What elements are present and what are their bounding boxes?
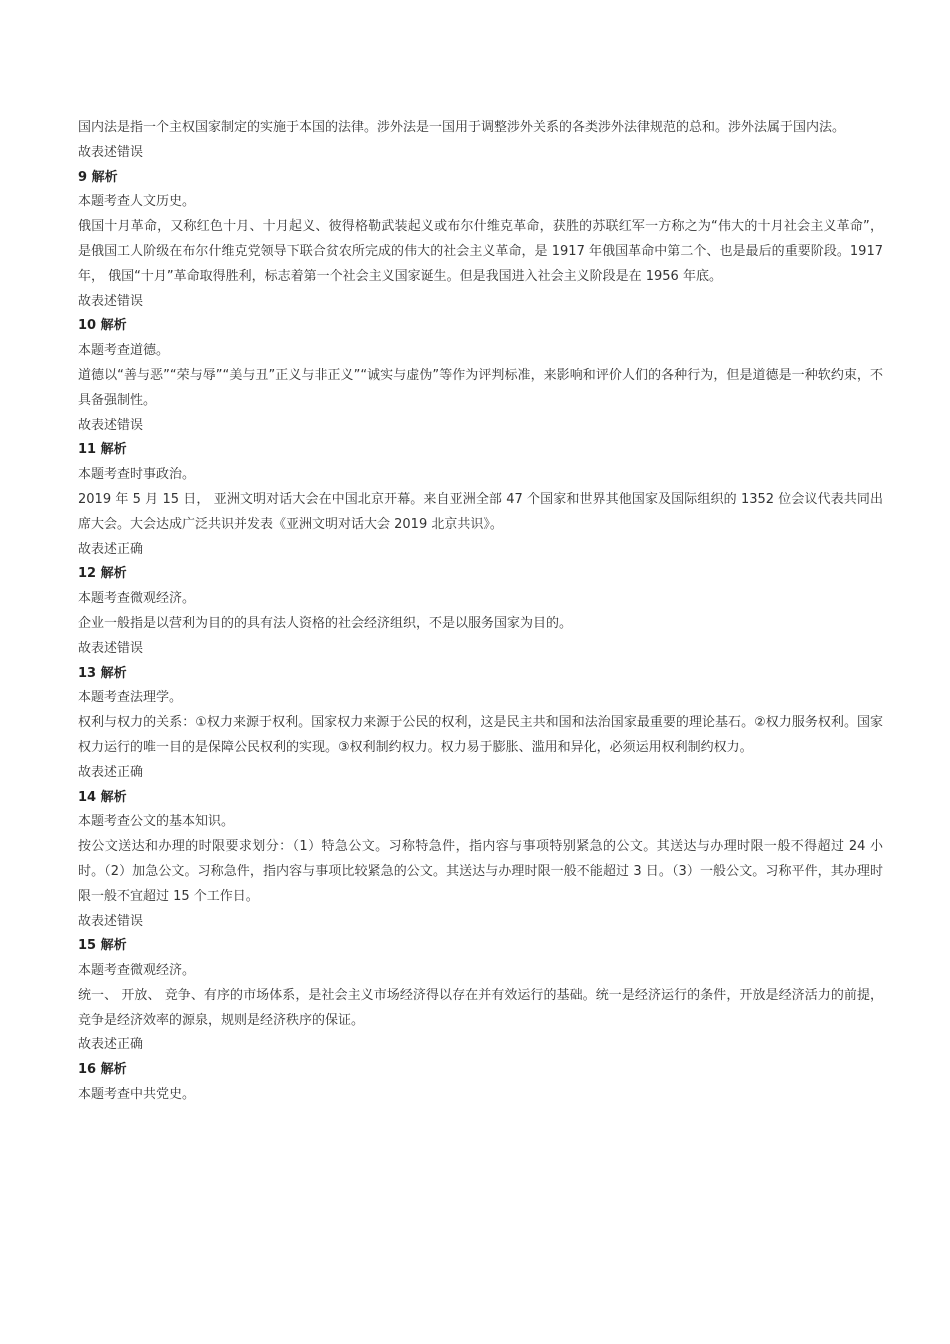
section-11-heading: 11 解析 xyxy=(78,442,127,458)
section-16-heading: 16 解析 xyxy=(78,1062,127,1078)
document-page xyxy=(78,116,883,1108)
section-10-heading: 10 解析 xyxy=(78,318,127,334)
section-12-body: 企业一般指是以营利为目的的具有法人资格的社会经济组织，不是以服务国家为目的。 xyxy=(78,615,573,631)
section-13-body: 权利与权力的关系：①权力来源于权利。国家权力来源于公民的权利，这是民主共和国和法治国家最重要的理论基石。②权力服务权利。国家权力运行的唯一目的是保障公民权利的实现。③权利制约权力。权力易于膨胀、滥用和异化，必须运用权利制约权力。 xyxy=(78,715,883,755)
intro-conclusion: 故表述错误 xyxy=(78,144,144,160)
section-14-topic: 本题考查公文的基本知识。 xyxy=(78,814,235,830)
intro-paragraph: 国内法是指一个主权国家制定的实施于本国的法律。涉外法是一国用于调整涉外关系的各类涉外法律规范的总和。涉外法属于国内法。 xyxy=(78,120,846,135)
section-11-conclusion: 故表述正确 xyxy=(78,541,144,557)
section-13-topic: 本题考查法理学。 xyxy=(78,690,183,706)
section-10-topic: 本题考查道德。 xyxy=(78,343,170,359)
section-14-body: 按公文送达和办理的时限要求划分：（1）特急公文。习称特急件，指内容与事项特别紧急的公文。其送达与办理时限一般不得超过 24 小时。（2）加急公文。习称急件，指内容与事项比较紧急的公文。其送达与办理时限一般不能超过 3 日。（3）一般公文。习称平件，其办理时限一般不宜超过 15 个工作日。 xyxy=(78,839,883,904)
section-15-topic: 本题考查微观经济。 xyxy=(78,963,196,979)
section-11-topic: 本题考查时事政治。 xyxy=(78,467,196,483)
section-13-heading: 13 解析 xyxy=(78,665,127,681)
section-9-body: 俄国十月革命，又称红色十月、十月起义、彼得格勒武装起义或布尔什维克革命，获胜的苏联红军一方称之为“伟大的十月社会主义革命”，是俄国工人阶级在布尔什维克党领导下联合贫农所完成的伟大的社会主义革命，是 1917 年俄国革命中第二个、也是最后的重要阶段。1917 年， 俄国“十月”革命取得胜利，标志着第一个社会主义国家诞生。但是我国进入社会主义阶段是在 1956 年底。 xyxy=(78,219,883,284)
section-12-topic: 本题考查微观经济。 xyxy=(78,591,196,607)
section-14-heading: 14 解析 xyxy=(78,789,127,805)
section-9-heading: 9 解析 xyxy=(78,169,118,185)
section-13-conclusion: 故表述正确 xyxy=(78,764,144,780)
section-11-body: 2019 年 5 月 15 日， 亚洲文明对话大会在中国北京开幕。来自亚洲全部 47 个国家和世界其他国家及国际组织的 1352 位会议代表共同出席大会。大会达成广泛共识并发表《亚洲文明对话大会 2019 北京共识》。 xyxy=(78,491,883,532)
section-12-conclusion: 故表述错误 xyxy=(78,640,144,656)
section-15-conclusion: 故表述正确 xyxy=(78,1037,144,1053)
section-14-conclusion: 故表述错误 xyxy=(78,913,144,929)
section-15-heading: 15 解析 xyxy=(78,938,127,954)
section-9-conclusion: 故表述错误 xyxy=(78,293,144,309)
section-10-body: 道德以“善与恶”“荣与辱”“美与丑”正义与非正义”“诚实与虚伪”等作为评判标准，来影响和评价人们的各种行为，但是道德是一种软约束，不具备强制性。 xyxy=(78,367,883,408)
section-16-topic: 本题考查中共党史。 xyxy=(78,1087,196,1103)
section-12-heading: 12 解析 xyxy=(78,566,127,582)
section-10-conclusion: 故表述错误 xyxy=(78,417,144,433)
section-15-body: 统一、 开放、 竞争、有序的市场体系，是社会主义市场经济得以存在并有效运行的基础。统一是经济运行的条件，开放是经济活力的前提，竞争是经济效率的源泉，规则是经济秩序的保证。 xyxy=(78,987,883,1028)
section-9-topic: 本题考查人文历史。 xyxy=(78,194,196,210)
